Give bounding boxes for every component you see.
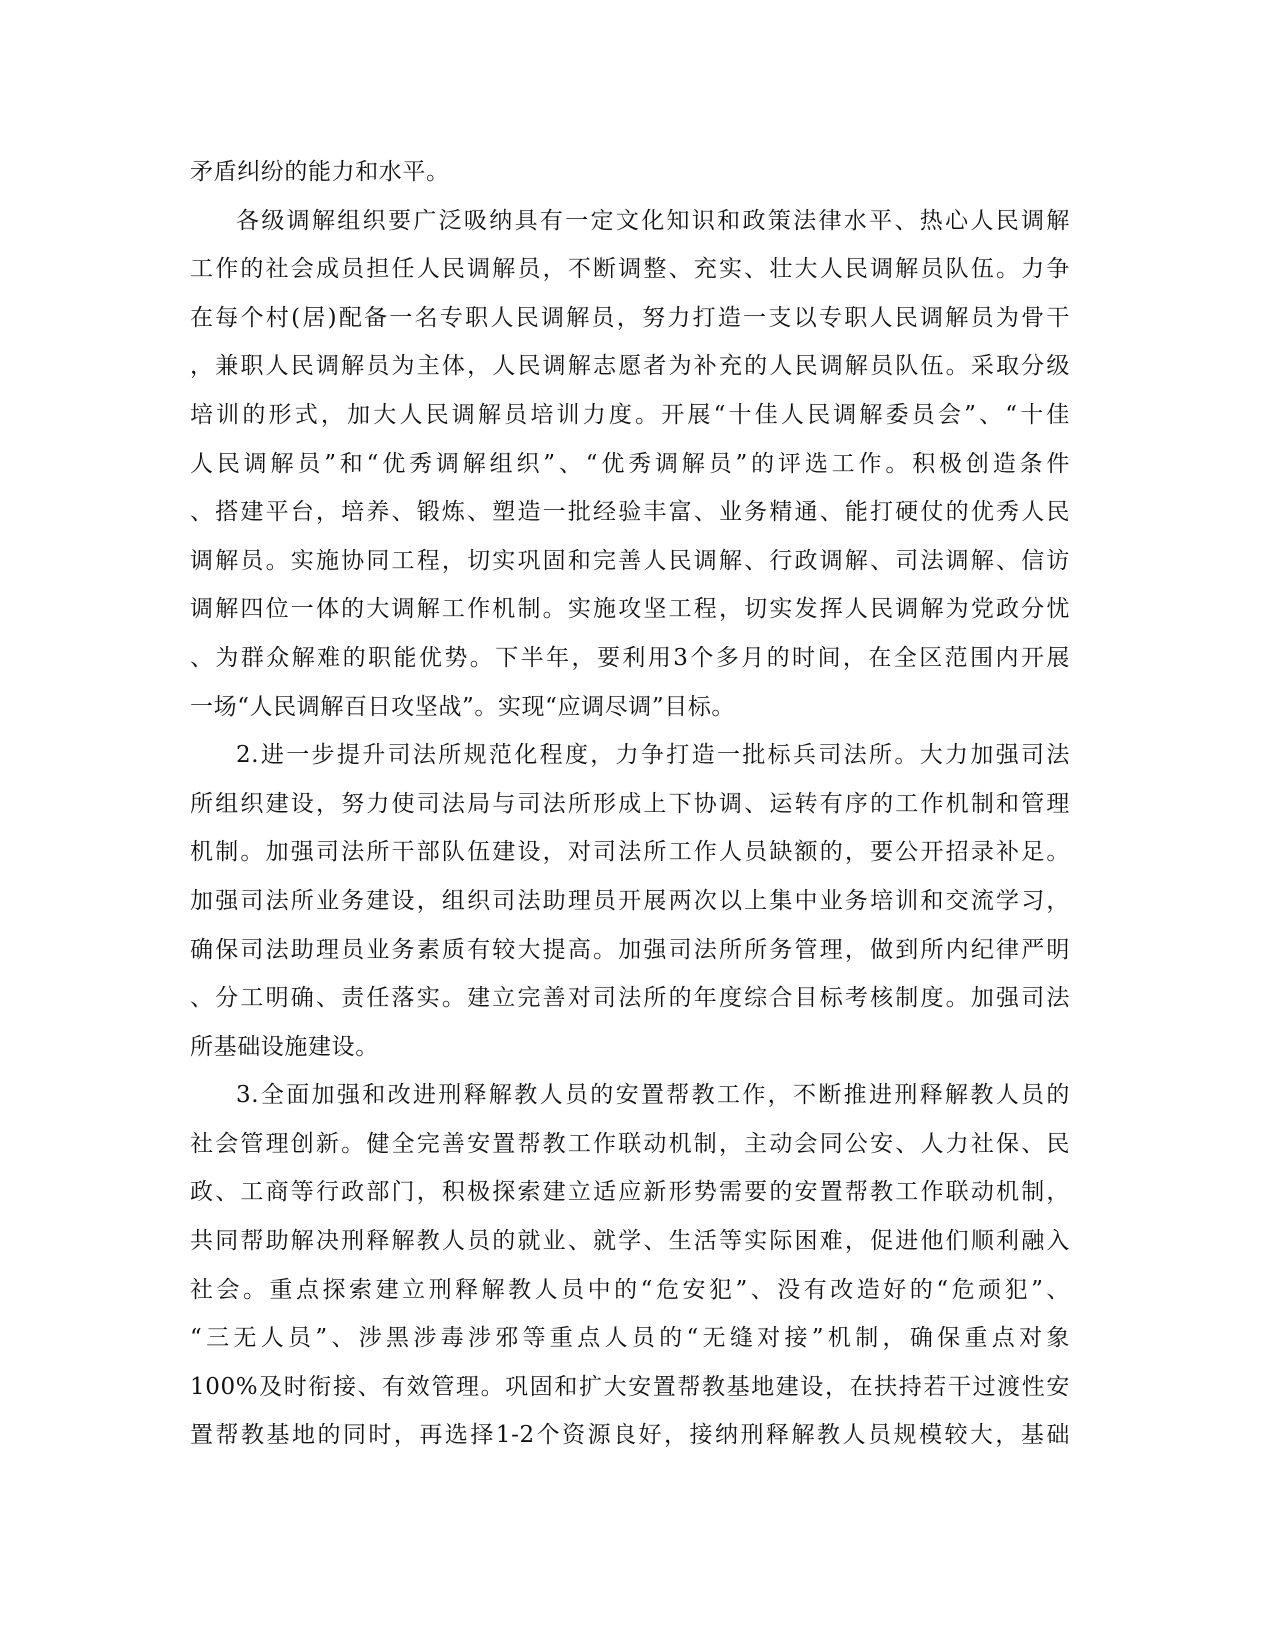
text-line: 、分工明确、责任落实。建立完善对司法所的年度综合目标考核制度。加强司法 [190, 985, 1070, 1012]
text-line: ，兼职人民调解员为主体，人民调解志愿者为补充的人民调解员队伍。采取分级 [190, 353, 1070, 380]
text-line: 矛盾纠纷的能力和水平。 [190, 159, 450, 185]
text-line: 工作的社会成员担任人民调解员，不断调整、充实、壮大人民调解员队伍。力争 [190, 256, 1070, 283]
text-line: 机制。加强司法所干部队伍建设，对司法所工作人员缺额的，要公开招录补足。 [190, 839, 1070, 866]
text-line: 调解四位一体的大调解工作机制。实施攻坚工程，切实发挥人民调解为党政分忧 [190, 596, 1070, 623]
text-line: 社会管理创新。健全完善安置帮教工作联动机制，主动会同公安、人力社保、民 [190, 1130, 1070, 1157]
text-line: 、为群众解难的职能优势。下半年，要利用3个多月的时间，在全区范围内开展 [190, 644, 1070, 671]
text-line: 人民调解员”和“优秀调解组织”、“优秀调解员”的评选工作。积极创造条件 [190, 450, 1070, 477]
text-line: 所组织建设，努力使司法局与司法所形成上下协调、运转有序的工作机制和管理 [190, 790, 1070, 817]
paragraph-first-line: 各级调解组织要广泛吸纳具有一定文化知识和政策法律水平、热心人民调解 [236, 207, 1070, 234]
text-line: 政、工商等行政部门，积极探索建立适应新形势需要的安置帮教工作联动机制， [190, 1179, 1070, 1206]
paragraph-first-line: 3.全面加强和改进刑释解教人员的安置帮教工作，不断推进刑释解教人员的 [236, 1082, 1070, 1109]
text-line: 调解员。实施协同工程，切实巩固和完善人民调解、行政调解、司法调解、信访 [190, 547, 1070, 574]
text-line: 在每个村(居)配备一名专职人民调解员，努力打造一支以专职人民调解员为骨干 [190, 304, 1070, 331]
text-line: 置帮教基地的同时，再选择1-2个资源良好，接纳刑释解教人员规模较大，基础 [190, 1422, 1070, 1449]
paragraph-first-line: 2.进一步提升司法所规范化程度，力争打造一批标兵司法所。大力加强司法 [236, 742, 1070, 769]
text-line: 一场“人民调解百日攻坚战”。实现“应调尽调”目标。 [190, 693, 736, 720]
document-body [190, 148, 1070, 1460]
text-line: 确保司法助理员业务素质有较大提高。加强司法所所务管理，做到所内纪律严明 [190, 936, 1070, 963]
text-line: 加强司法所业务建设，组织司法助理员开展两次以上集中业务培训和交流学习， [190, 887, 1070, 914]
text-line: 社会。重点探索建立刑释解教人员中的“危安犯”、没有改造好的“危顽犯”、 [190, 1276, 1070, 1303]
text-line: 100%及时衔接、有效管理。巩固和扩大安置帮教基地建设，在扶持若干过渡性安 [190, 1373, 1070, 1400]
text-line: 、搭建平台，培养、锻炼、塑造一批经验丰富、业务精通、能打硬仗的优秀人民 [190, 499, 1070, 526]
text-line: 所基础设施建设。 [190, 1033, 379, 1060]
text-line: 培训的形式，加大人民调解员培训力度。开展“十佳人民调解委员会”、“十佳 [190, 401, 1070, 428]
text-line: 共同帮助解决刑释解教人员的就业、就学、生活等实际困难，促进他们顺利融入 [190, 1228, 1070, 1255]
text-line: “三无人员”、涉黑涉毒涉邪等重点人员的“无缝对接”机制，确保重点对象 [190, 1325, 1070, 1352]
